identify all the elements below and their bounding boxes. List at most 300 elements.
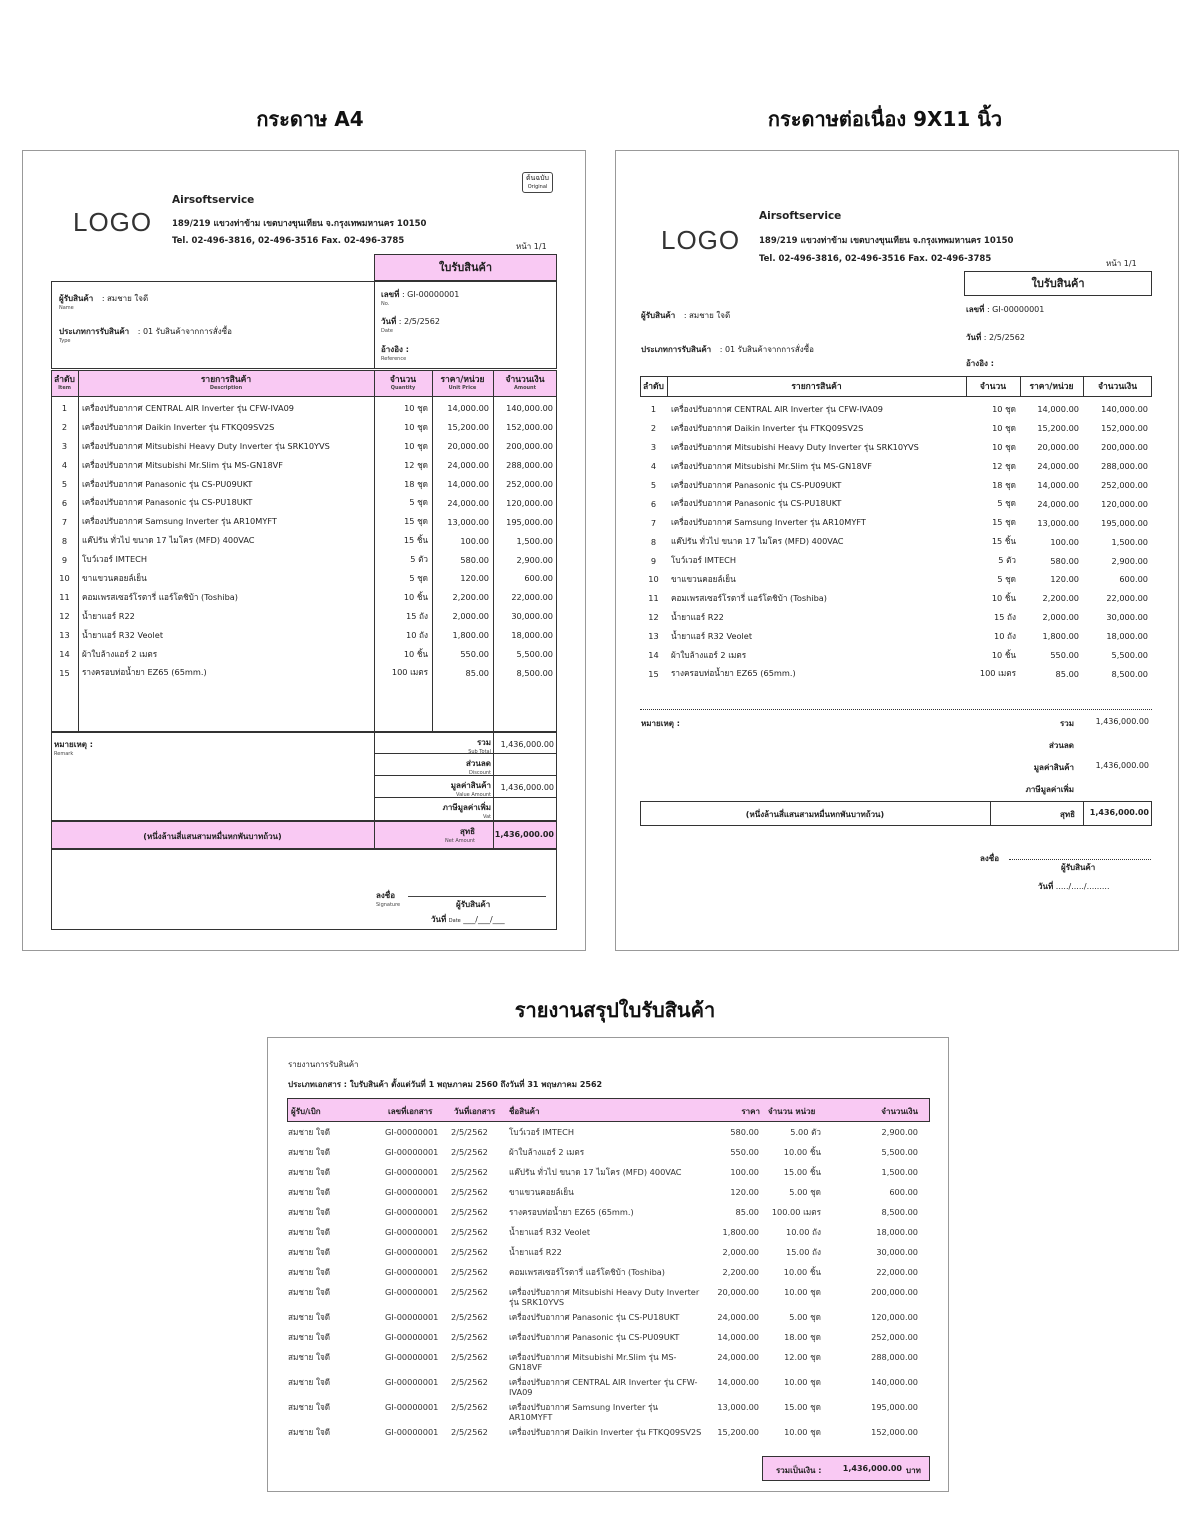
vat-label: ภาษีมูลค่าเพิ่ม Vat	[442, 803, 491, 820]
item-desc: ผ้าใบล้างแอร์ 2 เมตร	[671, 649, 747, 660]
report-cell-name: น้ำยาแอร์ R22	[509, 1247, 562, 1257]
report-cell-who: สมชาย ใจดี	[288, 1352, 331, 1362]
report-cell-amount: 288,000.00	[871, 1352, 918, 1362]
a4-item-row	[51, 437, 557, 456]
report-cell-price: 15,200.00	[717, 1427, 759, 1437]
item-price: 24,000.00	[1037, 461, 1079, 472]
continuous-item-row	[640, 551, 1152, 570]
report-cell-date: 2/5/2562	[451, 1227, 488, 1237]
report-cell-name: เครื่องปรับอากาศ Mitsubishi Mr.Slim รุ่น MS-GN18VF	[509, 1352, 677, 1372]
items-body-continuous	[640, 400, 1152, 683]
report-row	[285, 1267, 921, 1287]
item-desc: น้ำยาแอร์ R32 Veolet	[671, 630, 753, 641]
item-price: 1,800.00	[452, 630, 489, 641]
report-cell-name: เครื่องปรับอากาศ Panasonic รุ่น CS-PU18UKT	[509, 1312, 680, 1322]
item-amount: 8,500.00	[1111, 668, 1148, 679]
item-amount: 2,900.00	[516, 554, 553, 565]
report-cell-doc: GI-00000001	[385, 1377, 439, 1387]
item-desc: เครื่องปรับอากาศ Samsung Inverter รุ่น AR10MYFT	[671, 517, 866, 528]
item-no: 7	[61, 516, 68, 527]
item-desc: น้ำยาแอร์ R32 Veolet	[82, 629, 164, 640]
net-value-2: 1,436,000.00	[1089, 808, 1149, 817]
report-cell-who: สมชาย ใจดี	[288, 1377, 331, 1387]
report-row	[285, 1287, 921, 1312]
report-cell-price: 2,200.00	[722, 1267, 759, 1277]
report-cell-date: 2/5/2562	[451, 1377, 488, 1387]
item-no: 5	[61, 479, 68, 489]
report-cell-amount: 18,000.00	[876, 1227, 918, 1237]
report-col-price: ราคา	[741, 1107, 760, 1116]
item-price: 20,000.00	[447, 441, 489, 452]
report-col-doc: เลขที่เอกสาร	[388, 1107, 433, 1116]
report-cell-qty: 10.00 ชุด	[784, 1287, 821, 1297]
company-contact-2: Tel. 02-496-3816, 02-496-3516 Fax. 02-496-3785	[759, 254, 992, 264]
item-amount: 195,000.00	[1101, 517, 1148, 528]
signature-label-2: ลงชื่อ	[980, 854, 1000, 863]
report-cell-date: 2/5/2562	[451, 1332, 488, 1342]
doc-date-field-2: วันที่ : 2/5/2562	[966, 333, 1025, 342]
report-cell-date: 2/5/2562	[451, 1267, 488, 1277]
item-amount: 288,000.00	[1101, 461, 1148, 472]
report-cell-date: 2/5/2562	[451, 1247, 488, 1257]
item-qty: 15 ชุด	[992, 517, 1016, 528]
company-name-2: Airsoftservice	[759, 210, 842, 222]
report-cell-price: 24,000.00	[717, 1312, 759, 1322]
item-amount: 8,500.00	[516, 667, 553, 678]
report-cell-price: 1,800.00	[722, 1227, 759, 1237]
item-no: 12	[59, 611, 70, 622]
item-amount: 30,000.00	[1106, 612, 1148, 623]
report-cell-name: ผ้าใบล้างแอร์ 2 เมตร	[509, 1147, 585, 1157]
item-desc: แค๊ปรัน ทั่วไป ขนาด 17 ไมโคร (MFD) 400VAC	[671, 536, 844, 547]
item-price: 120.00	[460, 573, 489, 584]
report-cell-price: 20,000.00	[717, 1287, 759, 1297]
doc-title: ใบรับสินค้า	[438, 261, 492, 274]
item-qty: 5 ชุด	[409, 572, 428, 583]
document-a4	[22, 150, 586, 951]
report-cell-who: สมชาย ใจดี	[288, 1267, 331, 1277]
heading-continuous: กระดาษต่อเนื่อง 9X11 นิ้ว	[767, 107, 1003, 131]
report-cell-name: รางครอบท่อน้ำยา EZ65 (65mm.)	[509, 1207, 634, 1217]
item-no: 8	[61, 535, 68, 546]
item-no: 3	[650, 442, 657, 453]
continuous-item-row	[640, 513, 1152, 532]
report-row	[285, 1167, 921, 1187]
continuous-item-row	[640, 664, 1152, 683]
item-desc: เครื่องปรับอากาศ Mitsubishi Heavy Duty Inverter รุ่น SRK10YVS	[671, 441, 919, 452]
document-continuous	[615, 150, 1179, 951]
item-qty: 10 ชุด	[992, 403, 1016, 414]
report-cell-doc: GI-00000001	[385, 1352, 439, 1362]
item-qty: 12 ชุด	[404, 459, 428, 470]
report-total-value: 1,436,000.00	[842, 1464, 902, 1473]
item-amount: 120,000.00	[1101, 498, 1148, 509]
report-cell-doc: GI-00000001	[385, 1427, 439, 1437]
item-qty: 15 ถัง	[994, 611, 1016, 622]
item-price: 580.00	[1050, 555, 1079, 566]
item-amount: 200,000.00	[506, 441, 553, 452]
report-cell-qty: 5.00 ชุด	[789, 1187, 821, 1197]
a4-item-row	[51, 475, 557, 494]
item-price: 15,200.00	[447, 422, 489, 433]
a4-item-row	[51, 607, 557, 626]
type-field-2: ประเภทการรับสินค้า : 01 รับสินค้าจากการสั่งซื้อ	[641, 345, 814, 354]
item-amount: 1,500.00	[516, 535, 553, 546]
item-qty: 5 ชุด	[997, 498, 1016, 509]
report-row	[285, 1402, 921, 1427]
item-price: 24,000.00	[1037, 498, 1079, 509]
item-no: 10	[59, 573, 70, 584]
report-col-date: วันที่เอกสาร	[454, 1107, 496, 1116]
report-header	[287, 1098, 930, 1122]
report-cell-qty: 10.00 ชุด	[784, 1427, 821, 1437]
item-amount: 120,000.00	[506, 497, 553, 508]
heading-a4: กระดาษ A4	[256, 107, 364, 131]
item-amount: 5,500.00	[1111, 650, 1148, 661]
item-desc: เครื่องปรับอากาศ Mitsubishi Mr.Slim รุ่น MS-GN18VF	[671, 460, 872, 471]
item-price: 24,000.00	[447, 460, 489, 471]
col-desc-header-2: รายการสินค้า	[791, 382, 842, 392]
item-desc: น้ำยาแอร์ R22	[671, 611, 724, 622]
report-cell-price: 120.00	[730, 1187, 759, 1197]
report-row	[285, 1427, 921, 1452]
remark-label: หมายเหตุ :	[54, 740, 93, 749]
doc-no-label-en: No.	[381, 301, 390, 307]
item-desc: โบว์เวอร์ IMTECH	[82, 554, 148, 565]
item-qty: 18 ชุด	[404, 478, 428, 489]
item-no: 2	[61, 422, 68, 433]
continuous-item-row	[640, 608, 1152, 627]
report-cell-doc: GI-00000001	[385, 1312, 439, 1322]
item-desc: เครื่องปรับอากาศ Mitsubishi Mr.Slim รุ่น MS-GN18VF	[82, 459, 283, 470]
doc-title-box-2	[964, 271, 1152, 296]
report-cell-who: สมชาย ใจดี	[288, 1247, 331, 1257]
report-cell-who: สมชาย ใจดี	[288, 1402, 331, 1412]
company-address: 189/219 แขวงท่าข้าม เขตบางขุนเทียน จ.กรุงเทพมหานคร 10150	[172, 219, 427, 229]
report-row	[285, 1247, 921, 1267]
item-qty: 10 ชิ้น	[991, 649, 1016, 660]
col-price-header: ราคา/หน่วย Unit Price	[440, 375, 485, 391]
item-amount: 140,000.00	[1101, 404, 1148, 415]
receiver-value: : สมชาย ใจดี	[101, 294, 149, 303]
item-price: 1,800.00	[1042, 631, 1079, 642]
report-cell-name: เครื่องปรับอากาศ Daikin Inverter รุ่น FTKQ09SV2S	[509, 1427, 702, 1437]
item-desc: ขาแขวนคอยล์เย็น	[82, 572, 147, 583]
company-contact: Tel. 02-496-3816, 02-496-3516 Fax. 02-496-3785	[172, 236, 405, 246]
item-amount: 18,000.00	[511, 630, 553, 641]
item-qty: 10 ถัง	[406, 629, 428, 640]
receiver-field	[59, 292, 148, 311]
item-qty: 15 ชิ้น	[991, 536, 1016, 547]
item-price: 85.00	[465, 667, 489, 678]
item-qty: 10 ชุด	[992, 441, 1016, 452]
report-cell-qty: 5.00 ชุด	[789, 1312, 821, 1322]
item-no: 11	[648, 593, 659, 604]
report-row	[285, 1147, 921, 1167]
report-cell-price: 580.00	[730, 1127, 759, 1137]
report-cell-name: เครื่องปรับอากาศ Mitsubishi Heavy Duty Inverter รุ่น SRK10YVS	[509, 1287, 700, 1307]
report-cell-qty: 15.00 ชุด	[784, 1402, 821, 1412]
doc-date-value: : 2/5/2562	[398, 317, 440, 326]
report-cell-who: สมชาย ใจดี	[288, 1312, 331, 1322]
net-value: 1,436,000.00	[494, 830, 554, 839]
item-amount: 195,000.00	[506, 516, 553, 527]
item-no: 6	[61, 497, 68, 508]
original-stamp	[522, 172, 553, 193]
item-amount: 152,000.00	[506, 422, 553, 433]
page-number-2: หน้า 1/1	[1106, 259, 1137, 268]
company-address-2: 189/219 แขวงท่าข้าม เขตบางขุนเทียน จ.กรุงเทพมหานคร 10150	[759, 236, 1014, 246]
continuous-item-row	[640, 646, 1152, 665]
report-cell-who: สมชาย ใจดี	[288, 1187, 331, 1197]
item-qty: 5 ชุด	[997, 573, 1016, 584]
item-desc: แค๊ปรัน ทั่วไป ขนาด 17 ไมโคร (MFD) 400VAC	[82, 535, 255, 546]
doc-no-value: : GI-00000001	[401, 290, 460, 299]
continuous-item-row	[640, 419, 1152, 438]
item-price: 85.00	[1055, 668, 1079, 679]
doc-ref-label: อ้างอิง :	[381, 345, 409, 354]
report-cell-who: สมชาย ใจดี	[288, 1207, 331, 1217]
item-desc: น้ำยาแอร์ R22	[82, 610, 135, 621]
doc-ref-field	[381, 343, 409, 362]
item-amount: 600.00	[1119, 574, 1148, 585]
a4-item-row	[51, 418, 557, 437]
report-cell-date: 2/5/2562	[451, 1187, 488, 1197]
report-row	[285, 1312, 921, 1332]
report-cell-amount: 1,500.00	[881, 1167, 918, 1177]
remark-field	[54, 738, 93, 757]
item-price: 550.00	[460, 649, 489, 660]
a4-item-row	[51, 569, 557, 588]
report-total-unit: บาท	[906, 1466, 921, 1475]
report-cell-amount: 22,000.00	[876, 1267, 918, 1277]
item-desc: เครื่องปรับอากาศ Panasonic รุ่น CS-PU09UKT	[671, 479, 842, 490]
item-desc: เครื่องปรับอากาศ Mitsubishi Heavy Duty Inverter รุ่น SRK10YVS	[82, 440, 330, 451]
report-cell-qty: 15.00 ชิ้น	[783, 1167, 821, 1177]
subtotal-value-2: 1,436,000.00	[1095, 717, 1149, 726]
item-amount: 600.00	[524, 573, 553, 584]
item-qty: 100 เมตร	[391, 667, 428, 678]
report-cell-amount: 195,000.00	[871, 1402, 918, 1412]
item-no: 13	[59, 630, 70, 641]
item-no: 15	[59, 667, 70, 678]
item-no: 2	[650, 423, 657, 434]
item-desc: คอมเพรสเซอร์โรตารี่ แอร์โตชิบ้า (Toshiba)	[82, 591, 238, 602]
net-label-2: สุทธิ	[1059, 810, 1075, 819]
report-cell-name: คอมเพรสเซอร์โรตารี่ แอร์โตชิบ้า (Toshiba)	[509, 1267, 665, 1277]
item-price: 2,000.00	[452, 611, 489, 622]
report-cell-doc: GI-00000001	[385, 1267, 439, 1277]
item-desc: ขาแขวนคอยล์เย็น	[671, 573, 736, 584]
doc-ref-label-en: Reference	[381, 356, 407, 362]
continuous-item-row	[640, 589, 1152, 608]
item-qty: 10 ชุด	[404, 421, 428, 432]
discount-label-2: ส่วนลด	[1049, 741, 1074, 750]
a4-item-row	[51, 399, 557, 418]
doc-date-label-en: Date	[381, 328, 393, 334]
item-price: 2,000.00	[1042, 612, 1079, 623]
report-cell-doc: GI-00000001	[385, 1287, 439, 1297]
item-desc: โบว์เวอร์ IMTECH	[671, 555, 737, 566]
report-row	[285, 1187, 921, 1207]
continuous-item-row	[640, 627, 1152, 646]
item-no: 3	[61, 441, 68, 452]
report-cell-doc: GI-00000001	[385, 1247, 439, 1257]
item-qty: 10 ชิ้น	[403, 591, 428, 602]
a4-item-row	[51, 493, 557, 512]
receiver-label-en: Name	[59, 305, 74, 311]
value-amount-label-2: มูลค่าสินค้า	[1033, 763, 1074, 772]
page-number: หน้า 1/1	[516, 242, 547, 251]
item-price: 13,000.00	[447, 516, 489, 527]
item-no: 4	[650, 461, 657, 472]
report-cell-amount: 252,000.00	[871, 1332, 918, 1342]
report-cell-qty: 5.00 ตัว	[790, 1127, 821, 1137]
report-row	[285, 1332, 921, 1352]
report-col-who: ผู้รับ/เบิก	[291, 1107, 321, 1116]
report-cell-amount: 8,500.00	[881, 1207, 918, 1217]
item-price: 20,000.00	[1037, 442, 1079, 453]
item-no: 1	[650, 404, 657, 415]
report-cell-name: เครื่องปรับอากาศ CENTRAL AIR Inverter รุ่น CFW-IVA09	[509, 1377, 698, 1397]
type-label: ประเภทการรับสินค้า	[59, 327, 130, 336]
col-price-header-2: ราคา/หน่วย	[1029, 382, 1074, 392]
item-amount: 22,000.00	[1106, 593, 1148, 604]
a4-item-row	[51, 456, 557, 475]
item-amount: 288,000.00	[506, 460, 553, 471]
item-no: 8	[650, 536, 657, 547]
report-cell-qty: 10.00 ชิ้น	[783, 1147, 821, 1157]
report-table	[285, 1127, 921, 1452]
item-desc: คอมเพรสเซอร์โรตารี่ แอร์โตชิบ้า (Toshiba)	[671, 592, 827, 603]
item-no: 10	[648, 574, 659, 585]
item-amount: 5,500.00	[516, 649, 553, 660]
report-cell-amount: 200,000.00	[871, 1287, 918, 1297]
report-cell-price: 100.00	[730, 1167, 759, 1177]
item-no: 13	[648, 631, 659, 642]
report-cell-qty: 12.00 ชุด	[784, 1352, 821, 1362]
report-cell-price: 14,000.00	[717, 1377, 759, 1387]
item-desc: รางครอบท่อน้ำยา EZ65 (65mm.)	[82, 667, 207, 678]
item-desc: เครื่องปรับอากาศ CENTRAL AIR Inverter รุ่น CFW-IVA09	[82, 402, 295, 413]
item-desc: เครื่องปรับอากาศ Daikin Inverter รุ่น FTKQ09SV2S	[671, 422, 864, 433]
item-price: 14,000.00	[1037, 404, 1079, 415]
vat-label-2: ภาษีมูลค่าเพิ่ม	[1025, 785, 1074, 794]
item-amount: 30,000.00	[511, 611, 553, 622]
type-value: : 01 รับสินค้าจากการสั่งซื้อ	[137, 327, 232, 336]
item-amount: 152,000.00	[1101, 423, 1148, 434]
doc-no-field-2: เลขที่ : GI-00000001	[966, 305, 1045, 314]
report-cell-who: สมชาย ใจดี	[288, 1287, 331, 1297]
col-amount-header: จำนวนเงิน Amount	[505, 375, 545, 391]
value-amount-label: มูลค่าสินค้า Value Amount	[450, 781, 491, 798]
report-cell-doc: GI-00000001	[385, 1207, 439, 1217]
heading-report: รายงานสรุปใบรับสินค้า	[514, 998, 716, 1022]
item-no: 9	[61, 554, 68, 565]
report-cell-doc: GI-00000001	[385, 1402, 439, 1412]
report-cell-qty: 10.00 ถัง	[786, 1227, 821, 1237]
item-price: 14,000.00	[447, 403, 489, 414]
item-desc: เครื่องปรับอากาศ Panasonic รุ่น CS-PU18UKT	[671, 498, 842, 509]
report-cell-qty: 10.00 ชิ้น	[783, 1267, 821, 1277]
report-row	[285, 1207, 921, 1227]
amount-in-words-2: (หนึ่งล้านสี่แสนสามหมื่นหกพันบาทถ้วน)	[745, 810, 885, 819]
value-amount-value-2: 1,436,000.00	[1095, 761, 1149, 770]
item-no: 14	[59, 649, 70, 660]
net-label: สุทธิ Net Amount	[444, 827, 475, 844]
continuous-item-row	[640, 532, 1152, 551]
report-cell-who: สมชาย ใจดี	[288, 1167, 331, 1177]
type-label-en: Type	[59, 338, 71, 344]
item-qty: 5 ตัว	[998, 555, 1016, 566]
item-amount: 140,000.00	[506, 403, 553, 414]
item-no: 5	[650, 480, 657, 490]
original-stamp-th: ต้นฉบับ	[526, 174, 549, 182]
report-cell-who: สมชาย ใจดี	[288, 1227, 331, 1237]
report-cell-amount: 2,900.00	[881, 1127, 918, 1137]
signature-label: ลงชื่อ Signature	[376, 891, 401, 908]
a4-item-row	[51, 645, 557, 664]
item-desc: เครื่องปรับอากาศ Panasonic รุ่น CS-PU09UKT	[82, 478, 253, 489]
report-cell-amount: 140,000.00	[871, 1377, 918, 1387]
item-price: 550.00	[1050, 650, 1079, 661]
item-desc: ผ้าใบล้างแอร์ 2 เมตร	[82, 648, 158, 659]
report-cell-amount: 600.00	[889, 1187, 918, 1197]
item-qty: 18 ชุด	[992, 479, 1016, 490]
report-cell-name: แค๊ปรัน ทั่วไป ขนาด 17 ไมโคร (MFD) 400VAC	[509, 1167, 682, 1177]
item-qty: 100 เมตร	[979, 668, 1016, 679]
subtotal-label-2: รวม	[1059, 719, 1074, 728]
item-qty: 10 ชิ้น	[403, 648, 428, 659]
item-price: 14,000.00	[1037, 480, 1079, 490]
doc-date-field	[381, 315, 440, 334]
report-cell-doc: GI-00000001	[385, 1187, 439, 1197]
signature-receiver: ผู้รับสินค้า	[456, 900, 491, 909]
report-cell-amount: 152,000.00	[871, 1427, 918, 1437]
report-cell-price: 24,000.00	[717, 1352, 759, 1362]
doc-no-label: เลขที่	[381, 290, 400, 299]
doc-ref-field-2: อ้างอิง :	[966, 359, 994, 368]
continuous-item-row	[640, 438, 1152, 457]
item-qty: 15 ถัง	[406, 610, 428, 621]
a4-item-row	[51, 626, 557, 645]
item-price: 24,000.00	[447, 497, 489, 508]
subtotal-label: รวม Sub Total	[468, 738, 491, 755]
report-title: รายงานการรับสินค้า	[288, 1060, 359, 1069]
report-cell-date: 2/5/2562	[451, 1352, 488, 1362]
col-amount-header-2: จำนวนเงิน	[1097, 382, 1137, 392]
continuous-item-row	[640, 476, 1152, 495]
item-amount: 1,500.00	[1111, 536, 1148, 547]
report-cell-doc: GI-00000001	[385, 1167, 439, 1177]
report-cell-doc: GI-00000001	[385, 1127, 439, 1137]
item-qty: 10 ชุด	[404, 402, 428, 413]
receiver-label: ผู้รับสินค้า	[59, 294, 94, 303]
report-row	[285, 1127, 921, 1147]
item-price: 15,200.00	[1037, 423, 1079, 434]
continuous-item-row	[640, 457, 1152, 476]
doc-title-2: ใบรับสินค้า	[1031, 277, 1085, 290]
item-qty: 10 ถัง	[994, 630, 1016, 641]
receiver-field-2: ผู้รับสินค้า : สมชาย ใจดี	[641, 311, 731, 320]
report-cell-who: สมชาย ใจดี	[288, 1147, 331, 1157]
remark-field-2: หมายเหตุ :	[641, 719, 680, 728]
report-cell-price: 85.00	[735, 1207, 759, 1217]
report-cell-date: 2/5/2562	[451, 1207, 488, 1217]
item-price: 100.00	[460, 535, 489, 546]
col-qty-header: จำนวน Quantity	[389, 375, 417, 391]
signature-date: วันที่ Date ___/___/___	[431, 915, 505, 924]
